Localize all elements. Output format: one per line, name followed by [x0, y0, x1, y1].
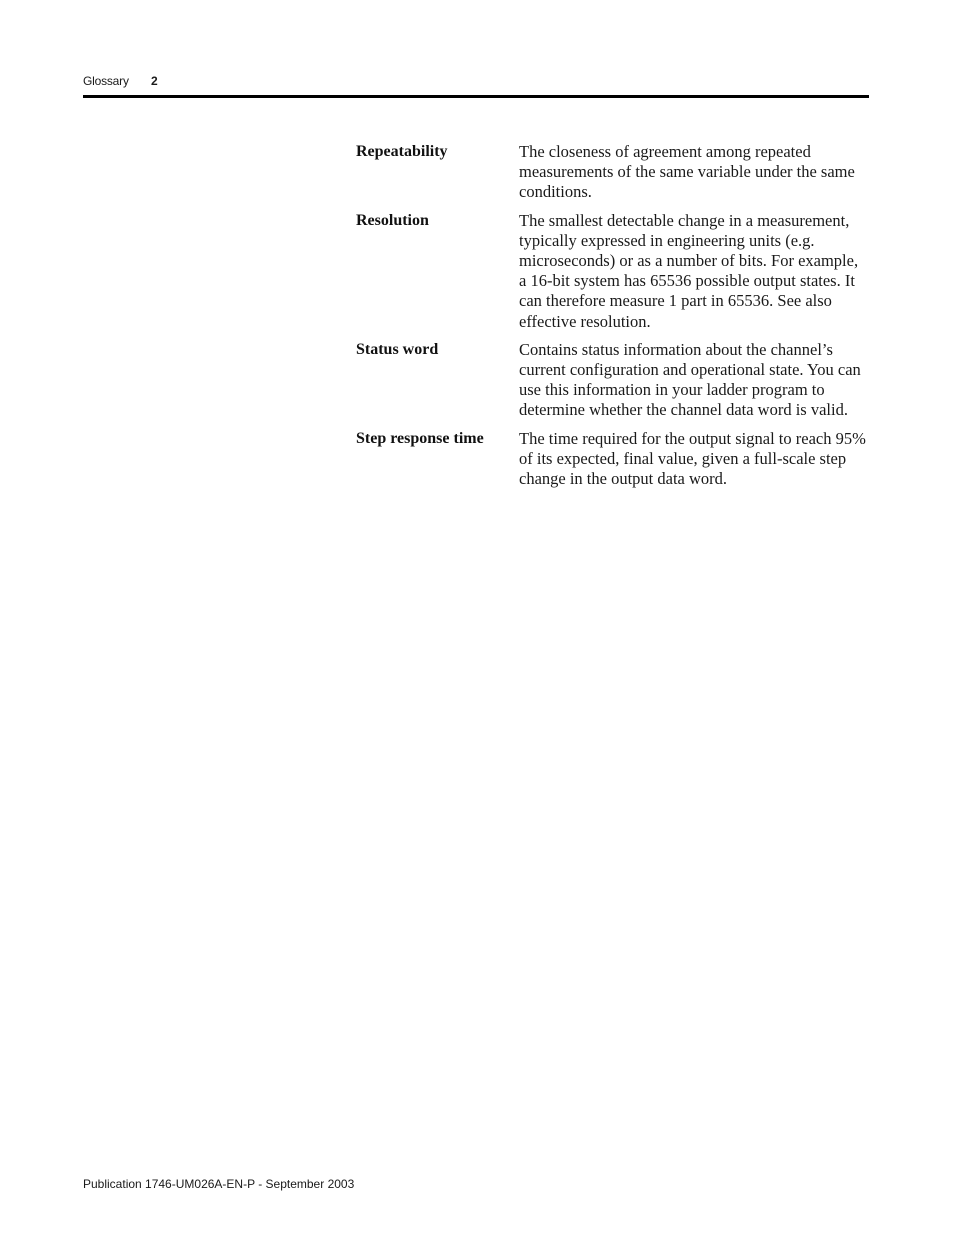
glossary-term: Repeatability — [356, 143, 448, 160]
glossary-entry-repeatability — [356, 142, 870, 203]
section-title: Glossary — [83, 74, 129, 88]
glossary-entry-resolution — [356, 211, 870, 332]
header-divider — [83, 95, 869, 98]
glossary-definition: The closeness of agreement among repeated measurements of the same variable under the same conditions. — [519, 142, 855, 202]
glossary-entry-step-response-time — [356, 429, 870, 490]
page-number: 2 — [151, 74, 158, 88]
glossary-list — [356, 142, 870, 497]
page-header — [83, 72, 869, 90]
publication-footer: Publication 1746-UM026A-EN-P - September 2003 — [83, 1177, 355, 1191]
glossary-definition: Contains status information about the channel’s current configuration and operational state. You can use this information in your ladder program to determine whether the channel data word is valid. — [519, 339, 861, 420]
glossary-definition: The time required for the output signal to reach 95% of its expected, final value, given a full-scale step change in the output data word. — [519, 428, 866, 489]
glossary-term: Step response time — [356, 429, 484, 447]
glossary-definition: The smallest detectable change in a measurement, typically expressed in engineering units (e.g. microseconds) or as a number of bits. For example, a 16-bit system has 65536 possible output states. It can therefore measure 1 part in 65536. See also effective resolution. — [519, 210, 859, 331]
glossary-term: Resolution — [356, 211, 429, 229]
glossary-term: Status word — [356, 340, 439, 358]
glossary-entry-status-word — [356, 340, 870, 421]
